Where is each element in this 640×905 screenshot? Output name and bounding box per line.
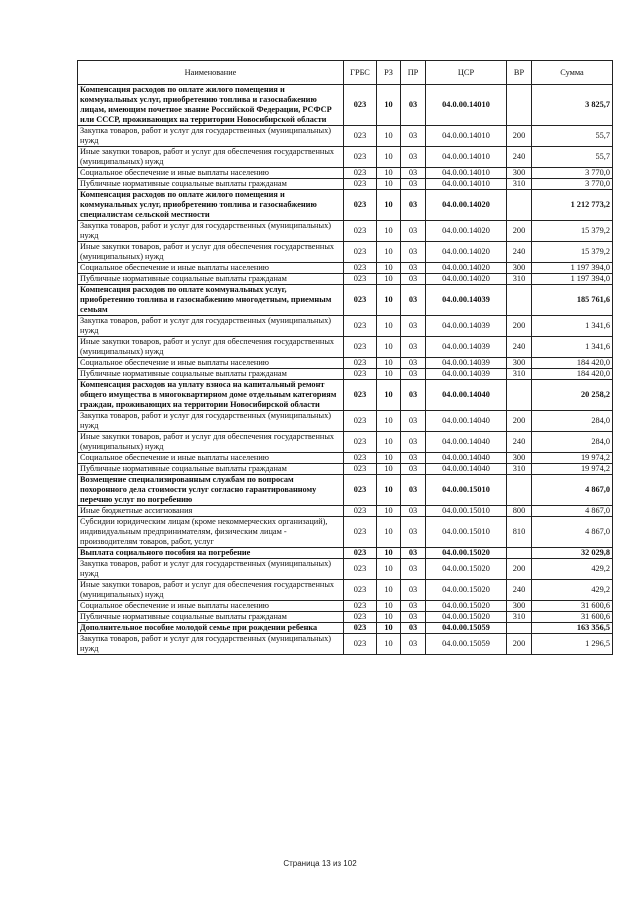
row-sum-cell: 15 379,2 xyxy=(532,221,613,242)
row-rz-cell: 10 xyxy=(377,517,401,548)
row-grbs-cell: 023 xyxy=(344,263,377,274)
row-pr-cell: 03 xyxy=(401,85,426,126)
row-name-cell: Компенсация расходов по оплате жилого помещения и коммунальных услуг, приобретению топлива и газоснабжению лицам, имеющим почетное звание Российской Федерации, РСФСР или СССР, проживающих на территории Новосибирской области xyxy=(78,85,344,126)
row-name-cell: Иные закупки товаров, работ и услуг для обеспечения государственных (муниципальных) нужд xyxy=(78,580,344,601)
row-pr-cell: 03 xyxy=(401,464,426,475)
row-pr-cell: 03 xyxy=(401,274,426,285)
row-sum-cell: 184 420,0 xyxy=(532,358,613,369)
row-name-cell: Иные закупки товаров, работ и услуг для обеспечения государственных (муниципальных) нужд xyxy=(78,147,344,168)
row-name-cell: Иные закупки товаров, работ и услуг для обеспечения государственных (муниципальных) нужд xyxy=(78,337,344,358)
row-rz-cell: 10 xyxy=(377,432,401,453)
row-pr-cell: 03 xyxy=(401,548,426,559)
row-pr-cell: 03 xyxy=(401,337,426,358)
row-rz-cell: 10 xyxy=(377,623,401,634)
row-pr-cell: 03 xyxy=(401,179,426,190)
header-csr: ЦСР xyxy=(426,61,507,85)
row-csr-cell: 04.0.00.15059 xyxy=(426,623,507,634)
row-sum-cell: 163 356,5 xyxy=(532,623,613,634)
row-sum-cell: 1 296,5 xyxy=(532,634,613,655)
row-sum-cell: 3 825,7 xyxy=(532,85,613,126)
row-rz-cell: 10 xyxy=(377,453,401,464)
row-sum-cell: 4 867,0 xyxy=(532,475,613,506)
row-name-cell: Компенсация расходов по оплате коммунальных услуг, приобретению топлива и газоснабжению многодетным, приемным семьям xyxy=(78,285,344,316)
row-vr-cell: 300 xyxy=(507,601,532,612)
row-vr-cell: 310 xyxy=(507,179,532,190)
row-csr-cell: 04.0.00.14040 xyxy=(426,453,507,464)
row-rz-cell: 10 xyxy=(377,263,401,274)
table-row xyxy=(78,634,613,655)
row-csr-cell: 04.0.00.14020 xyxy=(426,242,507,263)
row-vr-cell xyxy=(507,475,532,506)
table-row xyxy=(78,464,613,475)
row-pr-cell: 03 xyxy=(401,634,426,655)
row-csr-cell: 04.0.00.14039 xyxy=(426,369,507,380)
row-pr-cell: 03 xyxy=(401,369,426,380)
row-vr-cell: 200 xyxy=(507,634,532,655)
row-pr-cell: 03 xyxy=(401,559,426,580)
row-csr-cell: 04.0.00.15020 xyxy=(426,612,507,623)
row-rz-cell: 10 xyxy=(377,179,401,190)
row-rz-cell: 10 xyxy=(377,369,401,380)
row-csr-cell: 04.0.00.14039 xyxy=(426,358,507,369)
row-rz-cell: 10 xyxy=(377,337,401,358)
row-sum-cell: 4 867,0 xyxy=(532,517,613,548)
row-sum-cell: 19 974,2 xyxy=(532,464,613,475)
row-rz-cell: 10 xyxy=(377,358,401,369)
row-vr-cell: 310 xyxy=(507,612,532,623)
table-row xyxy=(78,411,613,432)
row-sum-cell: 1 341,6 xyxy=(532,316,613,337)
row-csr-cell: 04.0.00.14039 xyxy=(426,285,507,316)
row-rz-cell: 10 xyxy=(377,548,401,559)
row-grbs-cell: 023 xyxy=(344,168,377,179)
header-sum: Сумма xyxy=(532,61,613,85)
table-row xyxy=(78,506,613,517)
row-pr-cell: 03 xyxy=(401,475,426,506)
row-name-cell: Закупка товаров, работ и услуг для государственных (муниципальных) нужд xyxy=(78,634,344,655)
row-csr-cell: 04.0.00.14020 xyxy=(426,263,507,274)
row-vr-cell: 200 xyxy=(507,411,532,432)
row-grbs-cell: 023 xyxy=(344,221,377,242)
table-row xyxy=(78,601,613,612)
row-pr-cell: 03 xyxy=(401,612,426,623)
row-csr-cell: 04.0.00.14039 xyxy=(426,337,507,358)
row-grbs-cell: 023 xyxy=(344,601,377,612)
table-row xyxy=(78,432,613,453)
row-grbs-cell: 023 xyxy=(344,337,377,358)
row-rz-cell: 10 xyxy=(377,559,401,580)
row-pr-cell: 03 xyxy=(401,358,426,369)
row-vr-cell xyxy=(507,190,532,221)
table-row xyxy=(78,475,613,506)
row-vr-cell xyxy=(507,85,532,126)
table-row xyxy=(78,263,613,274)
row-sum-cell: 31 600,6 xyxy=(532,612,613,623)
row-grbs-cell: 023 xyxy=(344,506,377,517)
row-name-cell: Иные бюджетные ассигнования xyxy=(78,506,344,517)
row-grbs-cell: 023 xyxy=(344,548,377,559)
row-csr-cell: 04.0.00.14010 xyxy=(426,85,507,126)
table-row xyxy=(78,168,613,179)
row-pr-cell: 03 xyxy=(401,190,426,221)
row-name-cell: Социальное обеспечение и иные выплаты населению xyxy=(78,453,344,464)
row-grbs-cell: 023 xyxy=(344,453,377,464)
table-row xyxy=(78,190,613,221)
row-grbs-cell: 023 xyxy=(344,285,377,316)
row-rz-cell: 10 xyxy=(377,464,401,475)
row-vr-cell xyxy=(507,285,532,316)
row-pr-cell: 03 xyxy=(401,126,426,147)
row-vr-cell: 200 xyxy=(507,221,532,242)
table-row xyxy=(78,285,613,316)
row-vr-cell: 240 xyxy=(507,242,532,263)
row-vr-cell: 200 xyxy=(507,126,532,147)
row-rz-cell: 10 xyxy=(377,411,401,432)
row-grbs-cell: 023 xyxy=(344,179,377,190)
row-grbs-cell: 023 xyxy=(344,316,377,337)
row-name-cell: Закупка товаров, работ и услуг для государственных (муниципальных) нужд xyxy=(78,316,344,337)
header-grbs: ГРБС xyxy=(344,61,377,85)
row-rz-cell: 10 xyxy=(377,634,401,655)
row-csr-cell: 04.0.00.14020 xyxy=(426,190,507,221)
row-rz-cell: 10 xyxy=(377,506,401,517)
table-row xyxy=(78,85,613,126)
row-vr-cell xyxy=(507,380,532,411)
row-rz-cell: 10 xyxy=(377,126,401,147)
row-csr-cell: 04.0.00.14040 xyxy=(426,464,507,475)
row-vr-cell: 800 xyxy=(507,506,532,517)
row-csr-cell: 04.0.00.15059 xyxy=(426,634,507,655)
row-grbs-cell: 023 xyxy=(344,475,377,506)
row-pr-cell: 03 xyxy=(401,517,426,548)
row-vr-cell: 310 xyxy=(507,464,532,475)
header-rz: РЗ xyxy=(377,61,401,85)
page-number: Страница 13 из 102 xyxy=(283,859,357,868)
row-pr-cell: 03 xyxy=(401,316,426,337)
row-csr-cell: 04.0.00.14040 xyxy=(426,411,507,432)
row-vr-cell xyxy=(507,623,532,634)
row-grbs-cell: 023 xyxy=(344,464,377,475)
row-sum-cell: 20 258,2 xyxy=(532,380,613,411)
row-pr-cell: 03 xyxy=(401,411,426,432)
row-csr-cell: 04.0.00.15010 xyxy=(426,517,507,548)
table-row xyxy=(78,179,613,190)
row-pr-cell: 03 xyxy=(401,263,426,274)
header-pr: ПР xyxy=(401,61,426,85)
row-sum-cell: 19 974,2 xyxy=(532,453,613,464)
row-grbs-cell: 023 xyxy=(344,369,377,380)
table-row xyxy=(78,548,613,559)
table-row xyxy=(78,612,613,623)
row-pr-cell: 03 xyxy=(401,623,426,634)
row-vr-cell: 240 xyxy=(507,432,532,453)
budget-document xyxy=(77,60,612,655)
row-vr-cell: 200 xyxy=(507,316,532,337)
row-name-cell: Социальное обеспечение и иные выплаты населению xyxy=(78,358,344,369)
row-vr-cell: 810 xyxy=(507,517,532,548)
row-csr-cell: 04.0.00.14040 xyxy=(426,380,507,411)
row-sum-cell: 4 867,0 xyxy=(532,506,613,517)
row-name-cell: Выплата социального пособия на погребение xyxy=(78,548,344,559)
row-grbs-cell: 023 xyxy=(344,580,377,601)
row-rz-cell: 10 xyxy=(377,285,401,316)
row-rz-cell: 10 xyxy=(377,380,401,411)
budget-table xyxy=(77,60,613,655)
row-pr-cell: 03 xyxy=(401,380,426,411)
row-grbs-cell: 023 xyxy=(344,634,377,655)
row-grbs-cell: 023 xyxy=(344,517,377,548)
row-grbs-cell: 023 xyxy=(344,432,377,453)
table-row xyxy=(78,380,613,411)
row-grbs-cell: 023 xyxy=(344,411,377,432)
row-rz-cell: 10 xyxy=(377,612,401,623)
row-csr-cell: 04.0.00.15020 xyxy=(426,548,507,559)
row-sum-cell: 429,2 xyxy=(532,580,613,601)
row-grbs-cell: 023 xyxy=(344,623,377,634)
row-csr-cell: 04.0.00.15020 xyxy=(426,580,507,601)
row-vr-cell: 240 xyxy=(507,147,532,168)
row-name-cell: Иные закупки товаров, работ и услуг для обеспечения государственных (муниципальных) нужд xyxy=(78,432,344,453)
table-row xyxy=(78,559,613,580)
row-grbs-cell: 023 xyxy=(344,274,377,285)
row-name-cell: Закупка товаров, работ и услуг для государственных (муниципальных) нужд xyxy=(78,221,344,242)
table-row xyxy=(78,126,613,147)
row-csr-cell: 04.0.00.15010 xyxy=(426,506,507,517)
row-vr-cell: 240 xyxy=(507,337,532,358)
row-rz-cell: 10 xyxy=(377,242,401,263)
row-pr-cell: 03 xyxy=(401,506,426,517)
row-name-cell: Публичные нормативные социальные выплаты гражданам xyxy=(78,274,344,285)
row-vr-cell: 200 xyxy=(507,559,532,580)
row-rz-cell: 10 xyxy=(377,190,401,221)
row-pr-cell: 03 xyxy=(401,601,426,612)
row-rz-cell: 10 xyxy=(377,316,401,337)
table-row xyxy=(78,369,613,380)
row-name-cell: Публичные нормативные социальные выплаты гражданам xyxy=(78,179,344,190)
row-name-cell: Компенсация расходов по оплате жилого помещения и коммунальных услуг, приобретению топлива и газоснабжению специалистам сельской местности xyxy=(78,190,344,221)
row-csr-cell: 04.0.00.14020 xyxy=(426,274,507,285)
row-sum-cell: 284,0 xyxy=(532,411,613,432)
row-csr-cell: 04.0.00.14039 xyxy=(426,316,507,337)
row-sum-cell: 185 761,6 xyxy=(532,285,613,316)
table-row xyxy=(78,453,613,464)
row-name-cell: Дополнительное пособие молодой семье при рождении ребенка xyxy=(78,623,344,634)
table-row xyxy=(78,316,613,337)
row-name-cell: Компенсация расходов на уплату взноса на капитальный ремонт общего имущества в многоквартирном доме отдельным категориям граждан, проживающих на территории Новосибирской области xyxy=(78,380,344,411)
table-row xyxy=(78,517,613,548)
row-grbs-cell: 023 xyxy=(344,559,377,580)
row-pr-cell: 03 xyxy=(401,432,426,453)
row-rz-cell: 10 xyxy=(377,221,401,242)
row-name-cell: Публичные нормативные социальные выплаты гражданам xyxy=(78,612,344,623)
row-grbs-cell: 023 xyxy=(344,126,377,147)
row-sum-cell: 15 379,2 xyxy=(532,242,613,263)
row-vr-cell: 310 xyxy=(507,369,532,380)
row-vr-cell: 300 xyxy=(507,263,532,274)
table-row xyxy=(78,242,613,263)
row-sum-cell: 55,7 xyxy=(532,126,613,147)
row-name-cell: Публичные нормативные социальные выплаты гражданам xyxy=(78,464,344,475)
row-name-cell: Социальное обеспечение и иные выплаты населению xyxy=(78,601,344,612)
header-name: Наименование xyxy=(78,61,344,85)
row-rz-cell: 10 xyxy=(377,85,401,126)
row-pr-cell: 03 xyxy=(401,168,426,179)
row-rz-cell: 10 xyxy=(377,274,401,285)
row-grbs-cell: 023 xyxy=(344,147,377,168)
row-vr-cell xyxy=(507,548,532,559)
table-row xyxy=(78,580,613,601)
row-vr-cell: 240 xyxy=(507,580,532,601)
row-name-cell: Иные закупки товаров, работ и услуг для обеспечения государственных (муниципальных) нужд xyxy=(78,242,344,263)
row-sum-cell: 1 197 394,0 xyxy=(532,263,613,274)
row-name-cell: Субсидии юридическим лицам (кроме некоммерческих организаций), индивидуальным предпринимателям, физическим лицам - производителям товаров, работ, услуг xyxy=(78,517,344,548)
row-sum-cell: 3 770,0 xyxy=(532,168,613,179)
table-row xyxy=(78,147,613,168)
row-name-cell: Социальное обеспечение и иные выплаты населению xyxy=(78,263,344,274)
row-rz-cell: 10 xyxy=(377,475,401,506)
row-sum-cell: 1 197 394,0 xyxy=(532,274,613,285)
row-vr-cell: 310 xyxy=(507,274,532,285)
row-sum-cell: 284,0 xyxy=(532,432,613,453)
row-pr-cell: 03 xyxy=(401,285,426,316)
row-vr-cell: 300 xyxy=(507,453,532,464)
row-name-cell: Публичные нормативные социальные выплаты гражданам xyxy=(78,369,344,380)
row-csr-cell: 04.0.00.15020 xyxy=(426,559,507,580)
row-sum-cell: 184 420,0 xyxy=(532,369,613,380)
table-row xyxy=(78,274,613,285)
row-sum-cell: 429,2 xyxy=(532,559,613,580)
row-name-cell: Социальное обеспечение и иные выплаты населению xyxy=(78,168,344,179)
row-rz-cell: 10 xyxy=(377,147,401,168)
row-csr-cell: 04.0.00.14010 xyxy=(426,168,507,179)
row-pr-cell: 03 xyxy=(401,453,426,464)
row-pr-cell: 03 xyxy=(401,221,426,242)
row-name-cell: Закупка товаров, работ и услуг для государственных (муниципальных) нужд xyxy=(78,411,344,432)
row-csr-cell: 04.0.00.14010 xyxy=(426,147,507,168)
row-csr-cell: 04.0.00.14040 xyxy=(426,432,507,453)
row-csr-cell: 04.0.00.14010 xyxy=(426,126,507,147)
table-header-row xyxy=(78,61,613,85)
row-sum-cell: 1 341,6 xyxy=(532,337,613,358)
row-name-cell: Возмещение специализированным службам по вопросам похоронного дела стоимости услуг согласно гарантированному перечню услуг по погребению xyxy=(78,475,344,506)
row-rz-cell: 10 xyxy=(377,580,401,601)
row-sum-cell: 31 600,6 xyxy=(532,601,613,612)
row-pr-cell: 03 xyxy=(401,580,426,601)
row-name-cell: Закупка товаров, работ и услуг для государственных (муниципальных) нужд xyxy=(78,126,344,147)
row-grbs-cell: 023 xyxy=(344,358,377,369)
row-name-cell: Закупка товаров, работ и услуг для государственных (муниципальных) нужд xyxy=(78,559,344,580)
row-grbs-cell: 023 xyxy=(344,190,377,221)
row-rz-cell: 10 xyxy=(377,601,401,612)
row-csr-cell: 04.0.00.15020 xyxy=(426,601,507,612)
row-csr-cell: 04.0.00.15010 xyxy=(426,475,507,506)
row-rz-cell: 10 xyxy=(377,168,401,179)
row-pr-cell: 03 xyxy=(401,242,426,263)
table-row xyxy=(78,221,613,242)
table-row xyxy=(78,358,613,369)
row-vr-cell: 300 xyxy=(507,168,532,179)
row-sum-cell: 55,7 xyxy=(532,147,613,168)
row-pr-cell: 03 xyxy=(401,147,426,168)
row-sum-cell: 1 212 773,2 xyxy=(532,190,613,221)
row-sum-cell: 32 029,8 xyxy=(532,548,613,559)
row-vr-cell: 300 xyxy=(507,358,532,369)
table-row xyxy=(78,623,613,634)
row-grbs-cell: 023 xyxy=(344,612,377,623)
header-vr: ВР xyxy=(507,61,532,85)
row-grbs-cell: 023 xyxy=(344,380,377,411)
row-csr-cell: 04.0.00.14020 xyxy=(426,221,507,242)
row-grbs-cell: 023 xyxy=(344,242,377,263)
table-row xyxy=(78,337,613,358)
row-grbs-cell: 023 xyxy=(344,85,377,126)
row-sum-cell: 3 770,0 xyxy=(532,179,613,190)
row-csr-cell: 04.0.00.14010 xyxy=(426,179,507,190)
